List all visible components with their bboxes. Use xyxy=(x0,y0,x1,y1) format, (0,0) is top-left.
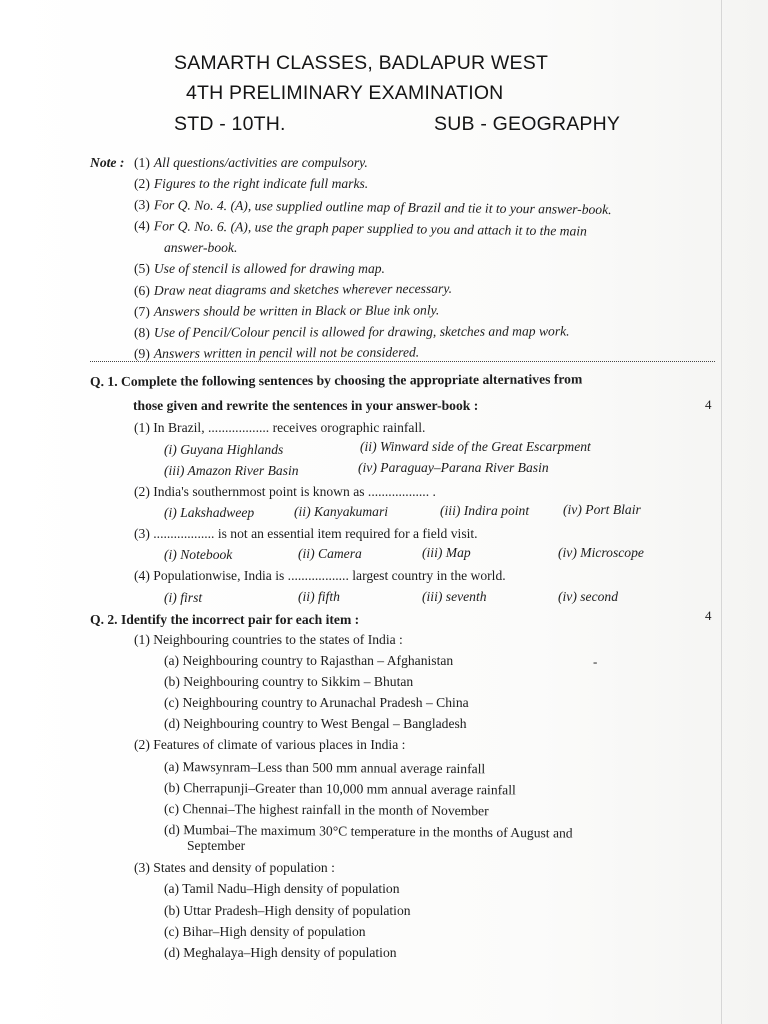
q2-marks: 4 xyxy=(705,608,712,623)
q1-marks: 4 xyxy=(705,397,712,412)
q1-option: (i) Notebook xyxy=(164,547,233,562)
standard-label: STD - 10TH. xyxy=(174,113,286,135)
q2-group-title: (2) Features of climate of various places in India : xyxy=(134,737,406,752)
q2-pair: (b) Uttar Pradesh–High density of population xyxy=(164,903,411,918)
q1-option: (iv) Port Blair xyxy=(563,502,641,517)
q1-option: (iv) second xyxy=(558,589,619,604)
q2-number: Q. 2. xyxy=(90,612,118,627)
q2-pair: (a) Tamil Nadu–High density of population xyxy=(164,881,400,896)
exam-title: 4TH PRELIMINARY EXAMINATION xyxy=(186,82,504,104)
note-item: (4) For Q. No. 6. (A), use the graph paper supplied to you and attach it to the main xyxy=(133,218,588,239)
institute-name: SAMARTH CLASSES, BADLAPUR WEST xyxy=(174,52,549,74)
q1-item: (2) India's southernmost point is known as .................. . xyxy=(134,484,436,499)
q1-option: (ii) fifth xyxy=(298,589,340,604)
q2-pair: (a) Neighbouring country to Rajasthan – Afghanistan xyxy=(164,653,454,668)
q1-item: (4) Populationwise, India is .................. largest country in the world. xyxy=(134,568,506,583)
q1-option: (iii) seventh xyxy=(422,589,487,604)
subject-label: SUB - GEOGRAPHY xyxy=(434,113,621,135)
note-item: (3) For Q. No. 4. (A), use supplied outline map of Brazil and tie it to your answer-book. xyxy=(133,197,612,218)
note-item: (1) All questions/activities are compulsory. xyxy=(134,155,368,170)
note-item: (8) Use of Pencil/Colour pencil is allowed for drawing, sketches and map work. xyxy=(133,323,570,340)
note-item: answer-book. xyxy=(164,240,238,255)
page-edge xyxy=(721,0,722,1024)
q2-pair: (d) Mumbai–The maximum 30°C temperature in the months of August and xyxy=(163,822,573,841)
q1-option: (i) first xyxy=(164,590,203,605)
q1-item: (3) .................. is not an essential item required for a field visit. xyxy=(134,526,478,541)
note-item: (5) Use of stencil is allowed for drawing map. xyxy=(134,261,385,276)
q1-option: (ii) Camera xyxy=(298,546,362,561)
q2-pair: (a) Mawsynram–Less than 500 mm annual average rainfall xyxy=(163,759,486,777)
q1-heading xyxy=(90,371,582,390)
q2-group-title: (3) States and density of population : xyxy=(134,860,335,875)
q1-instruction: Complete the following sentences by choosing the appropriate alternatives from xyxy=(120,371,583,389)
q2-pair: (d) Neighbouring country to West Bengal – Bangladesh xyxy=(164,716,467,731)
q1-option: (ii) Kanyakumari xyxy=(294,504,389,519)
q1-option: (iv) Microscope xyxy=(558,545,644,560)
note-item: (6) Draw neat diagrams and sketches wherever necessary. xyxy=(133,280,453,298)
q2-pair: (c) Chennai–The highest rainfall in the month of November xyxy=(163,801,489,819)
q2-pair: (c) Bihar–High density of population xyxy=(164,924,366,939)
note-item: (2) Figures to the right indicate full marks. xyxy=(134,176,369,191)
q2-pair: (b) Cherrapunji–Greater than 10,000 mm annual average rainfall xyxy=(163,780,516,798)
q1-option: (iii) Indira point xyxy=(440,503,530,518)
q1-option: (iii) Map xyxy=(422,545,471,560)
note-item: (9) Answers written in pencil will not be considered. xyxy=(133,344,420,361)
q1-option: (iii) Amazon River Basin xyxy=(164,463,299,478)
q1-option: (i) Guyana Highlands xyxy=(164,442,284,457)
note-label: Note : xyxy=(90,155,125,170)
q2-heading xyxy=(90,612,359,628)
q1-item: (1) In Brazil, .................. receives orographic rainfall. xyxy=(134,420,426,435)
stray-mark: - xyxy=(593,654,598,669)
q2-pair: (b) Neighbouring country to Sikkim – Bhutan xyxy=(164,674,414,689)
q2-pair: (d) Meghalaya–High density of population xyxy=(164,945,397,960)
q1-instruction-2: those given and rewrite the sentences in your answer-book : xyxy=(133,398,479,413)
q2-pair: (c) Neighbouring country to Arunachal Pradesh – China xyxy=(164,695,469,710)
note-item: (7) Answers should be written in Black or Blue ink only. xyxy=(133,302,440,319)
q2-instruction: Identify the incorrect pair for each item : xyxy=(120,612,360,627)
q1-heading-cont xyxy=(133,398,478,414)
q1-option: (ii) Winward side of the Great Escarpment xyxy=(360,439,591,454)
q1-number: Q. 1. xyxy=(89,373,118,389)
q1-option: (i) Lakshadweep xyxy=(164,505,255,520)
section-divider xyxy=(90,361,715,362)
q1-option: (iv) Paraguay–Parana River Basin xyxy=(358,460,549,475)
q2-pair-cont: September xyxy=(187,838,246,853)
q2-group-title: (1) Neighbouring countries to the states of India : xyxy=(134,632,403,647)
